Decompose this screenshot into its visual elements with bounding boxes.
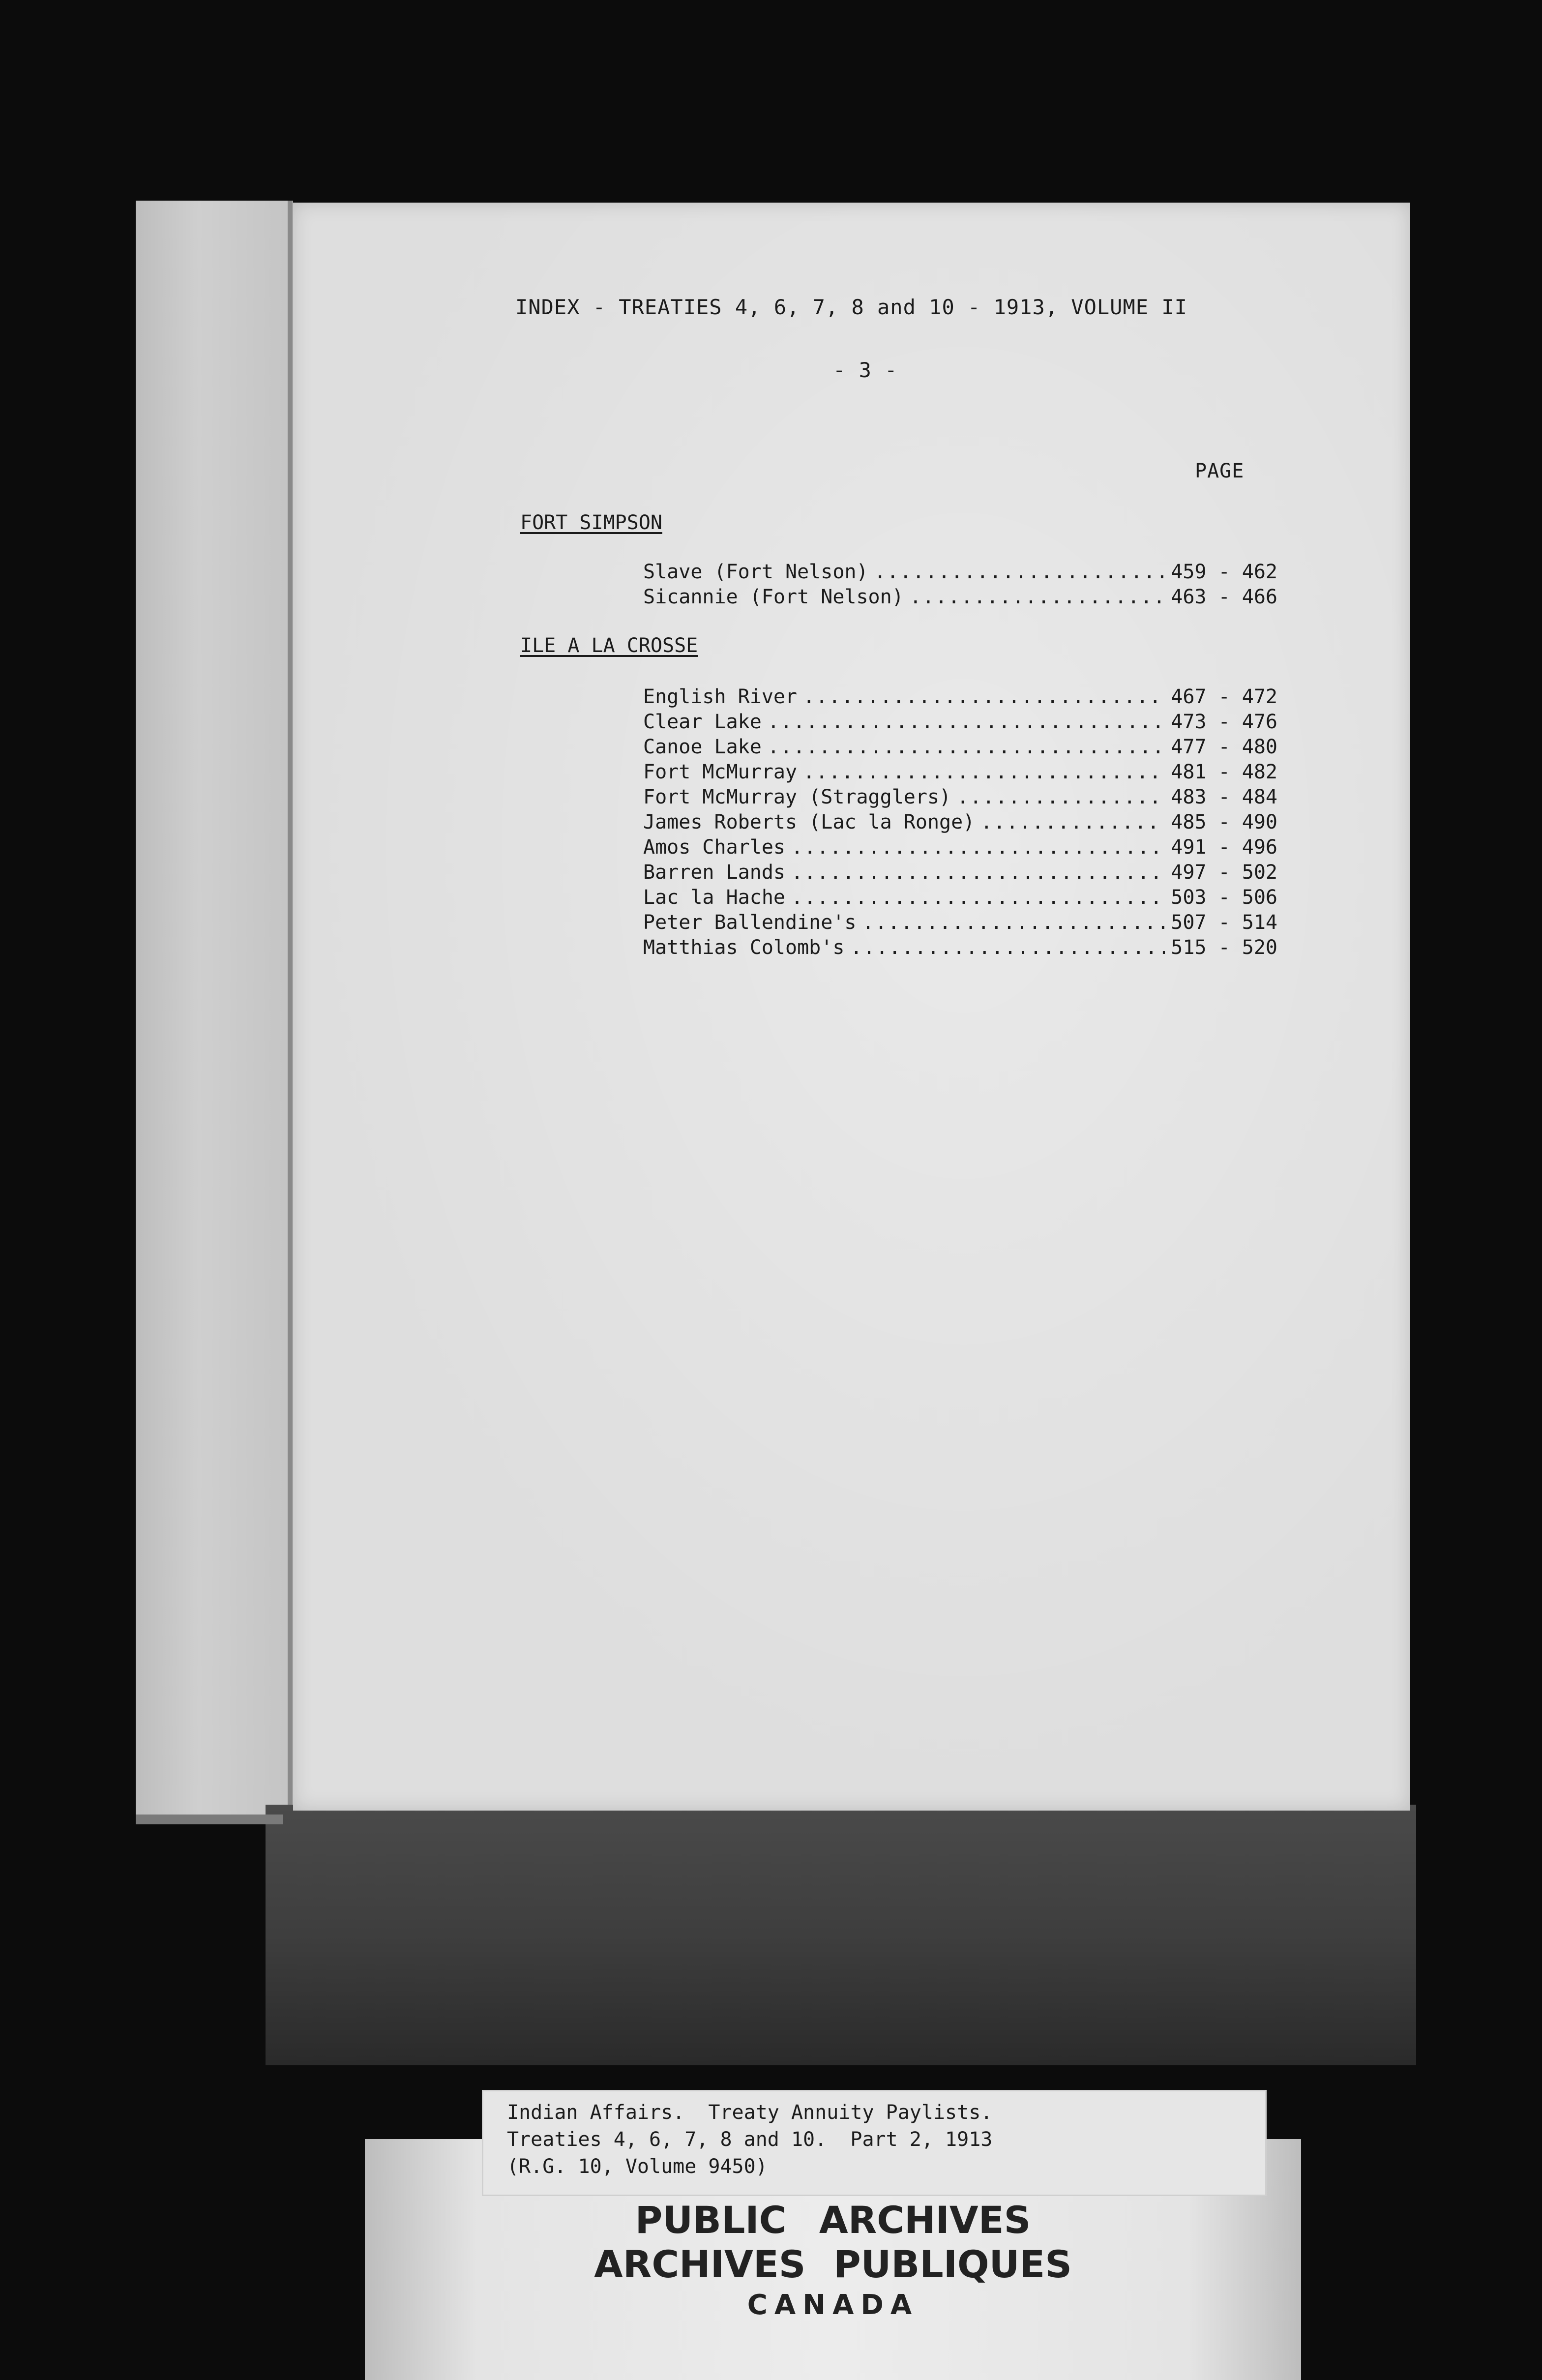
entry-pages: 483 - 484 bbox=[1171, 786, 1277, 808]
section-title-fort-simpson: FORT SIMPSON bbox=[520, 511, 662, 534]
entry-name: Clear Lake bbox=[643, 711, 762, 733]
archive-stamp-line2: ARCHIVES PUBLIQUES bbox=[594, 2242, 1072, 2286]
leader-dots bbox=[791, 836, 1165, 859]
entry-name: Fort McMurray (Stragglers) bbox=[643, 786, 951, 808]
entry-name: Amos Charles bbox=[643, 836, 785, 859]
index-entry bbox=[643, 786, 1277, 811]
entry-name: Slave (Fort Nelson) bbox=[643, 561, 868, 583]
leader-dots bbox=[850, 936, 1165, 959]
leader-dots bbox=[768, 736, 1165, 758]
index-entry bbox=[643, 911, 1277, 936]
index-entry bbox=[643, 861, 1277, 886]
index-entry bbox=[643, 736, 1277, 761]
entry-name: Matthias Colomb's bbox=[643, 936, 845, 959]
index-list-ile-a-la-crosse bbox=[643, 685, 1277, 961]
entry-name: Lac la Hache bbox=[643, 886, 785, 909]
binding-shadow bbox=[266, 1805, 1416, 2065]
index-entry bbox=[643, 761, 1277, 786]
document-page bbox=[293, 203, 1410, 1811]
entry-name: James Roberts (Lac la Ronge) bbox=[643, 811, 975, 833]
leader-dots bbox=[791, 861, 1165, 884]
leader-dots bbox=[768, 711, 1165, 733]
index-entry bbox=[643, 586, 1277, 611]
archive-label-line1: Indian Affairs. Treaty Annuity Paylists. bbox=[507, 2101, 993, 2124]
binding-shadow-edge bbox=[136, 1815, 283, 1824]
leader-dots bbox=[803, 761, 1165, 783]
entry-pages: 503 - 506 bbox=[1171, 886, 1277, 909]
entry-name: English River bbox=[643, 685, 798, 708]
entry-name: Fort McMurray bbox=[643, 761, 798, 783]
entry-name: Peter Ballendine's bbox=[643, 911, 857, 934]
leader-dots bbox=[980, 811, 1165, 833]
entry-pages: 515 - 520 bbox=[1171, 936, 1277, 959]
leader-dots bbox=[803, 685, 1165, 708]
section-title-ile-a-la-crosse: ILE A LA CROSSE bbox=[520, 634, 698, 657]
index-entry bbox=[643, 836, 1277, 861]
index-entry bbox=[643, 886, 1277, 911]
entry-pages: 467 - 472 bbox=[1171, 685, 1277, 708]
archive-stamp-line3: CANADA bbox=[747, 2289, 919, 2321]
entry-pages: 497 - 502 bbox=[1171, 861, 1277, 884]
index-entry bbox=[643, 711, 1277, 736]
entry-name: Canoe Lake bbox=[643, 736, 762, 758]
index-entry bbox=[643, 561, 1277, 586]
index-list-fort-simpson bbox=[643, 561, 1277, 611]
entry-pages: 473 - 476 bbox=[1171, 711, 1277, 733]
entry-pages: 463 - 466 bbox=[1171, 586, 1277, 608]
leader-dots bbox=[874, 561, 1165, 583]
entry-pages: 481 - 482 bbox=[1171, 761, 1277, 783]
archive-stamp-line1: PUBLIC ARCHIVES bbox=[635, 2198, 1031, 2242]
entry-name: Barren Lands bbox=[643, 861, 785, 884]
index-entry bbox=[643, 936, 1277, 961]
entry-pages: 477 - 480 bbox=[1171, 736, 1277, 758]
archive-reference-label bbox=[482, 2090, 1267, 2196]
entry-pages: 459 - 462 bbox=[1171, 561, 1277, 583]
entry-name: Sicannie (Fort Nelson) bbox=[643, 586, 904, 608]
document-heading: INDEX - TREATIES 4, 6, 7, 8 and 10 - 1913, VOLUME II bbox=[515, 295, 1187, 319]
leader-dots bbox=[862, 911, 1165, 934]
back-sheet-edge bbox=[288, 201, 293, 1818]
leader-dots bbox=[910, 586, 1165, 608]
entry-pages: 491 - 496 bbox=[1171, 836, 1277, 859]
leader-dots bbox=[791, 886, 1165, 909]
leader-dots bbox=[957, 786, 1165, 808]
back-sheet bbox=[136, 201, 293, 1818]
entry-pages: 507 - 514 bbox=[1171, 911, 1277, 934]
page-number: - 3 - bbox=[833, 358, 898, 382]
archive-label-line2: Treaties 4, 6, 7, 8 and 10. Part 2, 1913 bbox=[507, 2128, 993, 2151]
index-entry bbox=[643, 685, 1277, 711]
archive-label-line3: (R.G. 10, Volume 9450) bbox=[507, 2155, 768, 2178]
entry-pages: 485 - 490 bbox=[1171, 811, 1277, 833]
index-entry bbox=[643, 811, 1277, 836]
page-column-label: PAGE bbox=[1195, 460, 1245, 482]
